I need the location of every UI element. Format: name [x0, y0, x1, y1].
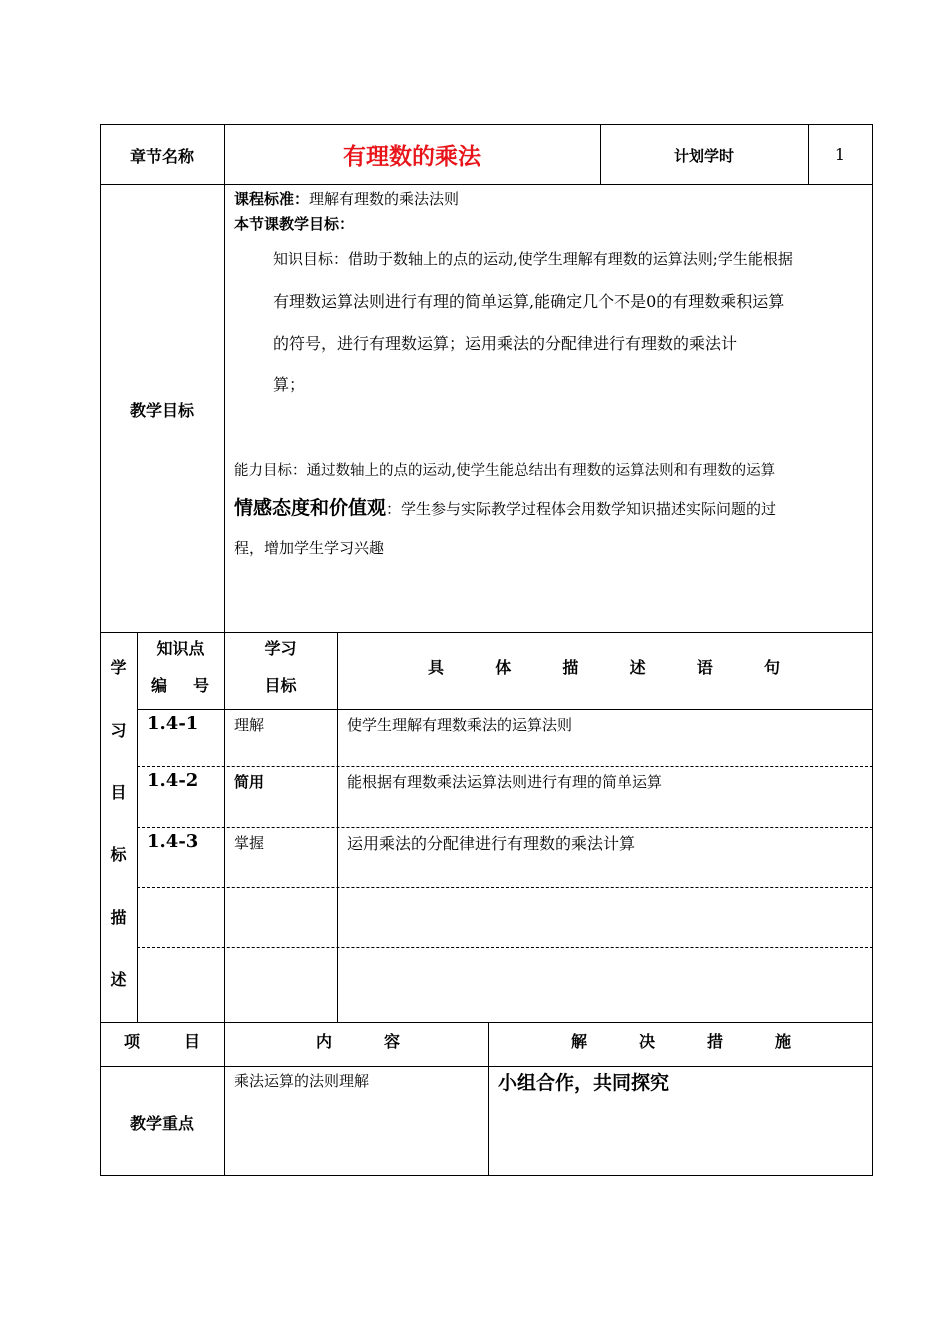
course-standard-label: 课程标准： [234, 190, 310, 208]
learning-goal-header-2: 目标 [264, 676, 297, 695]
table-row-goal: 简用 [234, 773, 265, 791]
emotion-goal-text-1: ：学生参与实际教学过程体会用数学知识描述实际问题的过 [386, 500, 777, 518]
knowledge-goal-line-3: 的符号，进行有理数运算；运用乘法的分配律进行有理数的乘法计 [273, 334, 738, 353]
course-standard [234, 188, 459, 209]
lesson-goals-label: 本节课教学目标： [234, 215, 355, 233]
emotion-goal [234, 493, 776, 520]
ability-goal: 能力目标：通过数轴上的点的运动,使学生能总结出有理数的运算法则和有理数的运算 [234, 463, 776, 479]
chapter-name-label: 章节名称 [129, 147, 194, 166]
emotion-goal-label: 情感态度和价值观 [234, 497, 387, 519]
planned-hours-value: 1 [834, 145, 846, 164]
table-row-code: 1.4-2 [147, 770, 199, 791]
chapter-title: 有理数的乘法 [343, 144, 481, 170]
table-row-goal: 理解 [234, 716, 265, 734]
item-header: 项 目 [124, 1032, 200, 1051]
content-header: 内 容 [316, 1032, 400, 1051]
knowledge-goal-line-4: 算； [273, 375, 306, 394]
emotion-goal-text-2: 程，增加学生学习兴趣 [234, 539, 385, 557]
planned-hours-label: 计划学时 [673, 147, 734, 165]
course-standard-text: 理解有理数的乘法法则 [309, 190, 460, 208]
knowledge-point-header-2: 编 号 [151, 676, 209, 695]
table-row-code: 1.4-3 [147, 831, 199, 852]
table-row-desc: 能根据有理数乘法运算法则进行有理的简单运算 [347, 773, 663, 791]
table-row-goal: 掌握 [234, 834, 265, 852]
table-row-desc: 运用乘法的分配律进行有理数的乘法计算 [347, 834, 636, 853]
table-row-code: 1.4-1 [147, 713, 199, 734]
solution-header: 解 决 措 施 [571, 1032, 791, 1051]
knowledge-goal-line-2: 有理数运算法则进行有理的简单运算,能确定几个不是0的有理数乘积运算 [273, 292, 785, 311]
teaching-focus-label: 教学重点 [129, 1114, 194, 1133]
table-row-desc: 使学生理解有理数乘法的运算法则 [347, 716, 573, 734]
teaching-focus-content: 乘法运算的法则理解 [234, 1072, 370, 1090]
knowledge-goal-line-1: 知识目标：借助于数轴上的点的运动,使学生理解有理数的运算法则;学生能根据 [273, 250, 793, 268]
learning-goal-header-1: 学习 [264, 639, 297, 658]
teaching-objectives-label: 教学目标 [129, 401, 194, 420]
knowledge-point-header-1: 知识点 [156, 639, 205, 658]
teaching-focus-solution: 小组合作，共同探究 [498, 1072, 670, 1094]
description-header: 具 体 描 述 语 句 [428, 658, 780, 677]
